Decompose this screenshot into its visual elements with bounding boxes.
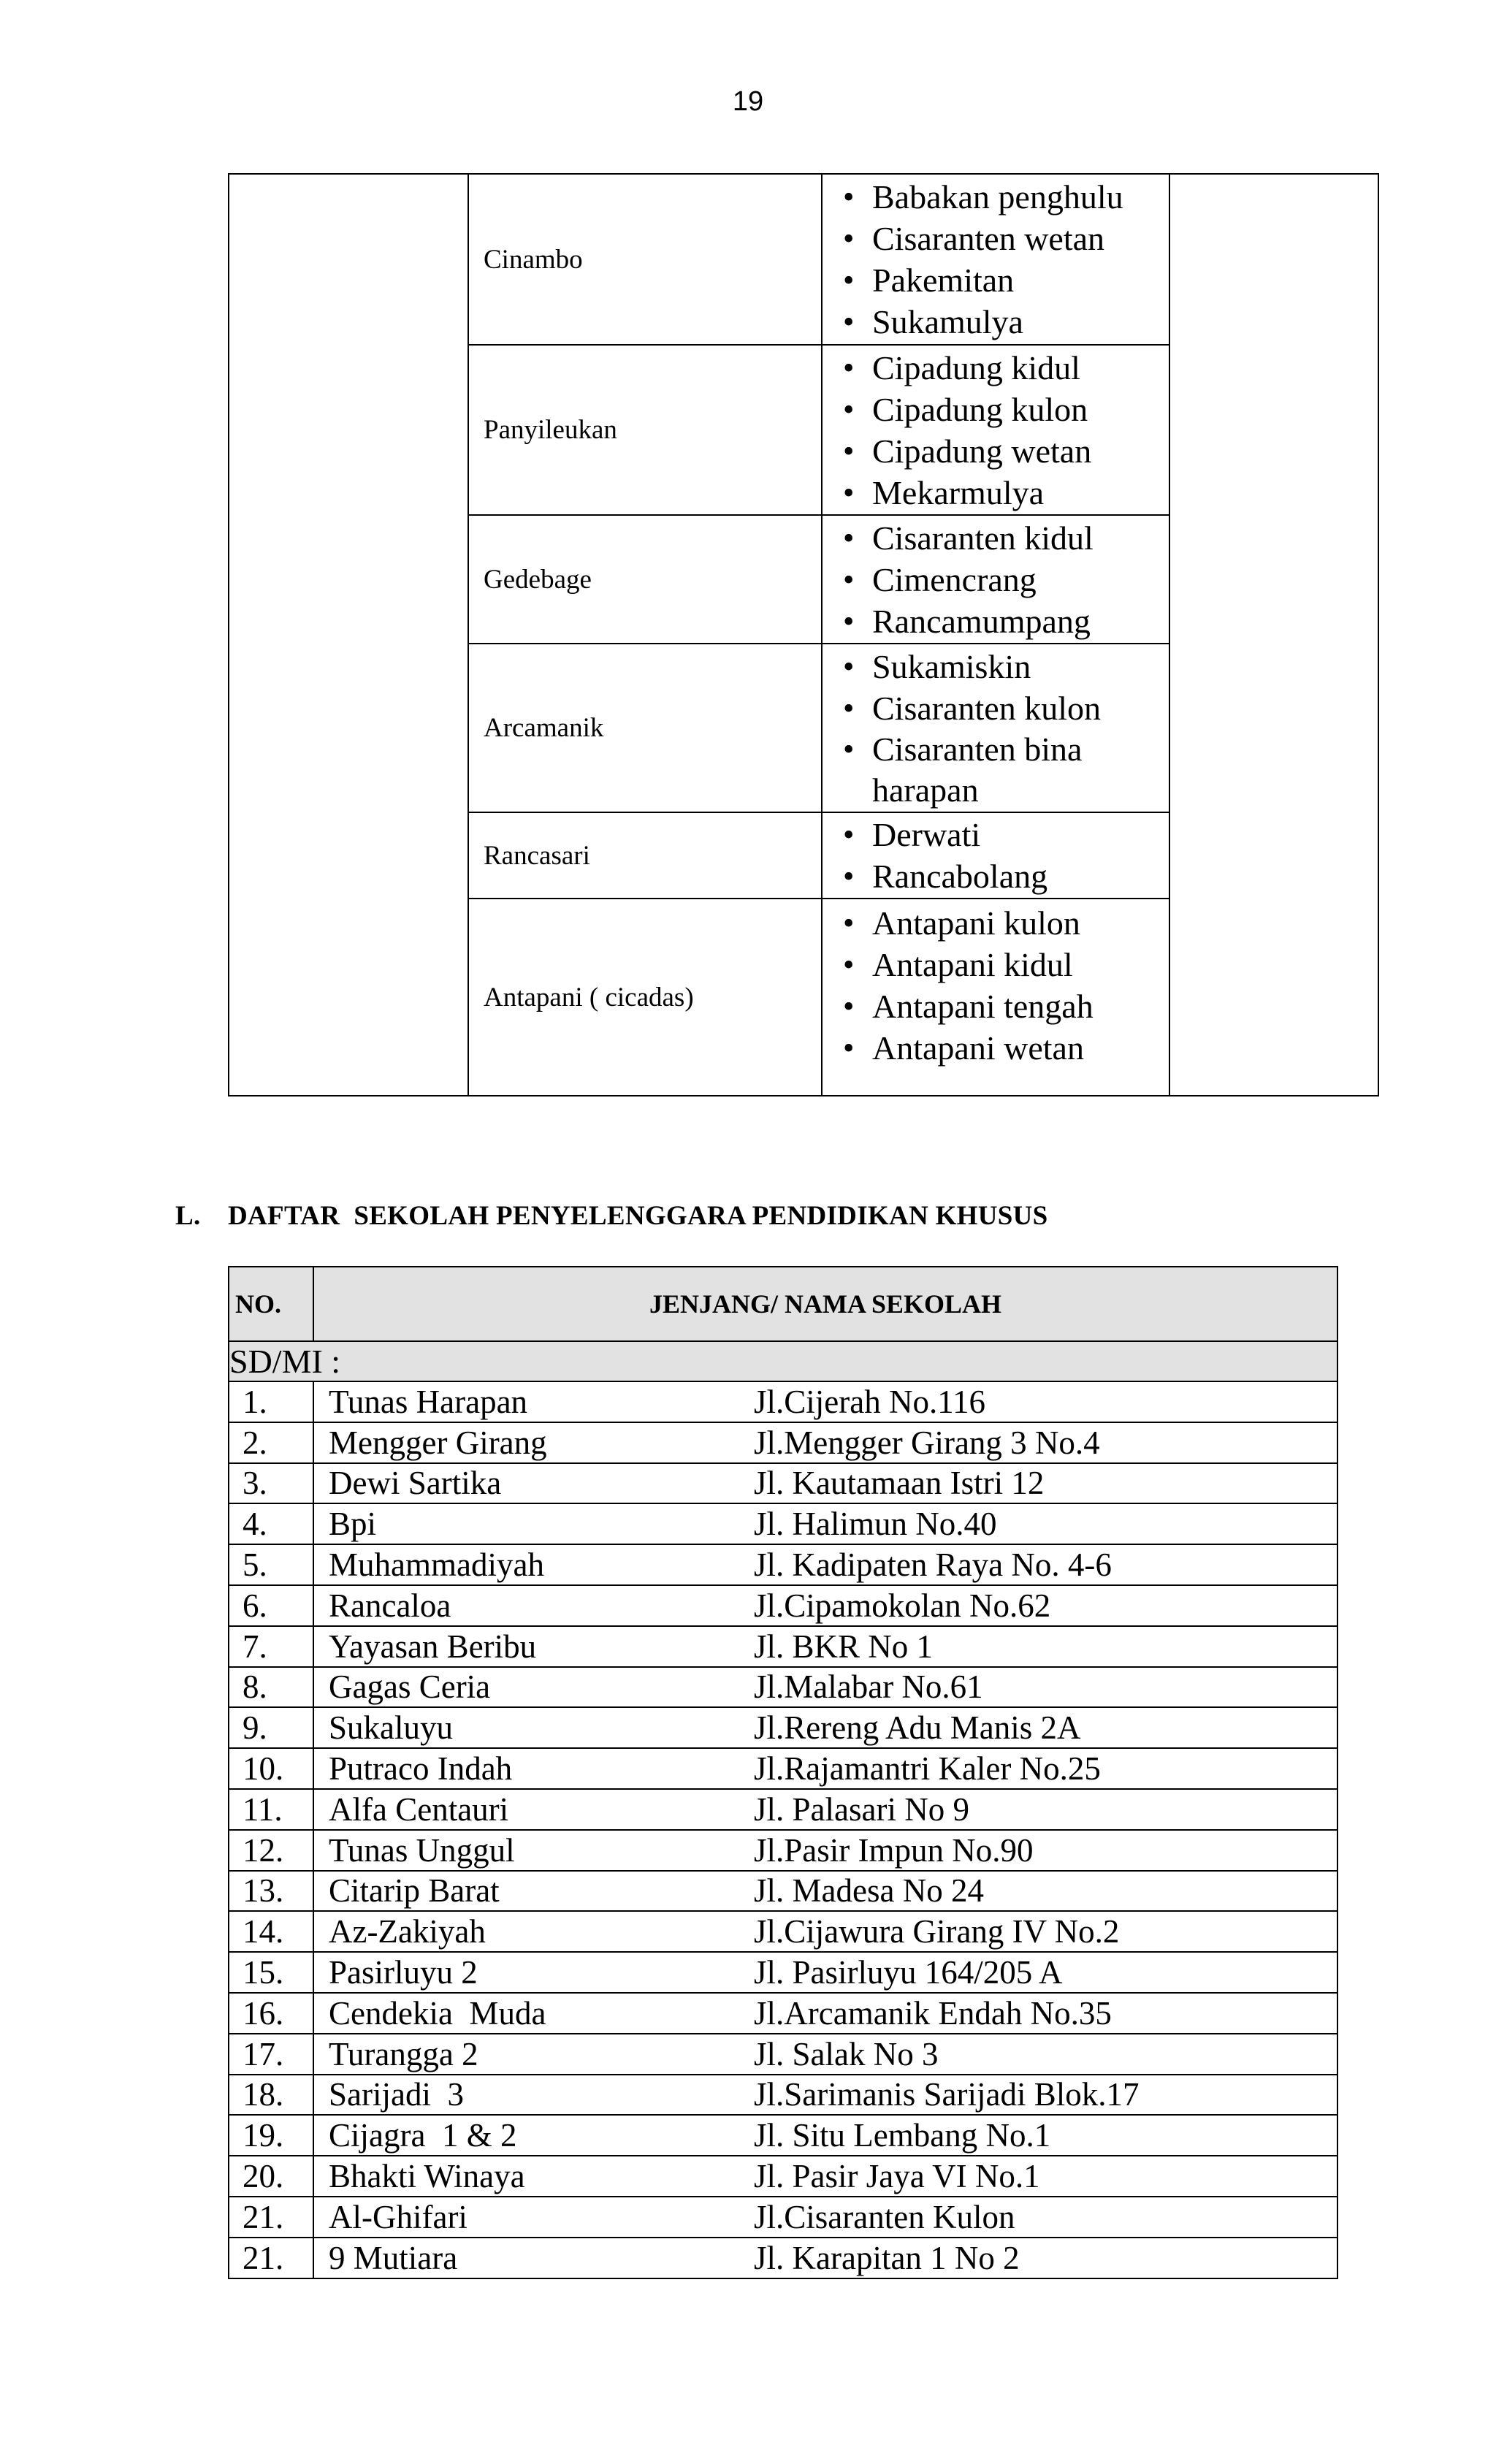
school-name: Muhammadiyah	[329, 1546, 544, 1584]
school-name: Mengger Girang	[329, 1424, 547, 1461]
kecamatan-name: Rancasari	[484, 840, 590, 871]
school-cell	[313, 1667, 1337, 1708]
school-cell	[313, 2197, 1337, 2238]
kecamatan-name: Cinambo	[484, 244, 583, 275]
school-cell	[313, 1544, 1337, 1585]
row-number: 4.	[229, 1503, 313, 1544]
page-number: 19	[732, 86, 764, 117]
school-address: Jl. Situ Lembang No.1	[754, 2117, 1051, 2154]
kelurahan-item: • Cimencrang	[831, 559, 1169, 600]
school-name: Sukaluyu	[329, 1709, 454, 1747]
school-address: Jl. Salak No 3	[754, 2035, 939, 2072]
table-row	[229, 1748, 1337, 1789]
school-cell	[313, 1952, 1337, 1993]
table-row	[229, 1871, 1337, 1912]
kelurahan-item: • Sukamulya	[831, 301, 1169, 343]
row-number: 12.	[229, 1830, 313, 1871]
school-address: Jl. Pasir Jaya VI No.1	[754, 2158, 1040, 2195]
school-cell	[313, 2156, 1337, 2197]
school-name: Tunas Harapan	[329, 1383, 528, 1420]
row-number: 21.	[229, 2238, 313, 2278]
table-row	[229, 2238, 1337, 2278]
row-number: 1.	[229, 1381, 313, 1422]
school-cell	[313, 1585, 1337, 1626]
row-number: 2.	[229, 1422, 313, 1463]
table-row	[229, 1667, 1337, 1708]
school-table	[228, 1266, 1338, 2279]
kelurahan-cell	[822, 174, 1169, 345]
school-name: 9 Mutiara	[329, 2239, 458, 2276]
table-row	[229, 1707, 1337, 1748]
kelurahan-item: • Cipadung wetan	[831, 430, 1169, 472]
kelurahan-item: • Sukamiskin	[831, 646, 1169, 687]
header-name: JENJANG/ NAMA SEKOLAH	[313, 1267, 1337, 1341]
school-address: Jl.Cijawura Girang IV No.2	[754, 1913, 1120, 1950]
table-row	[229, 2075, 1337, 2116]
section-letter: L.	[175, 1201, 201, 1231]
kelurahan-item: • Antapani kidul	[831, 944, 1169, 985]
kelurahan-cell	[822, 644, 1169, 812]
row-number: 3.	[229, 1463, 313, 1504]
school-address: Jl.Sarimanis Sarijadi Blok.17	[754, 2076, 1140, 2113]
school-address: Jl. Palasari No 9	[754, 1790, 969, 1828]
school-address: Jl.Rereng Adu Manis 2A	[754, 1709, 1081, 1747]
school-cell	[313, 2238, 1337, 2278]
kelurahan-item: • Rancamumpang	[831, 600, 1169, 642]
school-address: Jl. Kautamaan Istri 12	[754, 1465, 1045, 1502]
kelurahan-cell	[822, 812, 1169, 899]
school-cell	[313, 1707, 1337, 1748]
table-row	[229, 1544, 1337, 1585]
kelurahan-list	[823, 814, 1169, 897]
school-name: Rancaloa	[329, 1587, 451, 1624]
empty-left-cell	[229, 174, 468, 1096]
school-address: Jl.Mengger Girang 3 No.4	[754, 1424, 1100, 1461]
school-cell	[313, 1911, 1337, 1952]
row-number: 18.	[229, 2075, 313, 2116]
table-row	[229, 2156, 1337, 2197]
row-number: 19.	[229, 2115, 313, 2156]
row-number: 6.	[229, 1585, 313, 1626]
kelurahan-item: • Cisaranten kulon	[831, 687, 1169, 729]
kecamatan-cell	[468, 644, 822, 812]
row-number: 15.	[229, 1952, 313, 1993]
kecamatan-name: Gedebage	[484, 564, 592, 595]
row-number: 16.	[229, 1993, 313, 2034]
kelurahan-cell	[822, 899, 1169, 1096]
school-cell	[313, 1748, 1337, 1789]
school-cell	[313, 1422, 1337, 1463]
school-address: Jl.Arcamanik Endah No.35	[754, 1994, 1112, 2032]
school-address: Jl. Halimun No.40	[754, 1506, 997, 1543]
table-row	[229, 1381, 1337, 1422]
school-address: Jl. Pasirluyu 164/205 A	[754, 1954, 1063, 1991]
kecamatan-cell	[468, 515, 822, 644]
kecamatan-cell	[468, 345, 822, 515]
table-row	[229, 1789, 1337, 1830]
kelurahan-list	[823, 176, 1169, 343]
kelurahan-item: • Antapani tengah	[831, 985, 1169, 1027]
school-name: Bpi	[329, 1506, 377, 1543]
kecamatan-cell	[468, 899, 822, 1096]
kelurahan-list	[823, 902, 1169, 1069]
school-address: Jl.Pasir Impun No.90	[754, 1831, 1034, 1869]
table-row	[229, 1626, 1337, 1667]
row-number: 5.	[229, 1544, 313, 1585]
kelurahan-list	[823, 646, 1169, 811]
row-number: 21.	[229, 2197, 313, 2238]
kecamatan-cell	[468, 812, 822, 899]
kelurahan-item: • Cisaranten bina harapan	[831, 729, 1169, 811]
school-name: Putraco Indah	[329, 1750, 513, 1788]
row-number: 11.	[229, 1789, 313, 1830]
school-name: Al-Ghifari	[329, 2198, 468, 2235]
school-name: Citarip Barat	[329, 1872, 500, 1910]
kecamatan-cell	[468, 174, 822, 345]
school-name: Sarijadi 3	[329, 2076, 464, 2113]
table-row	[229, 1463, 1337, 1504]
school-address: Jl.Cipamokolan No.62	[754, 1587, 1051, 1624]
row-number: 20.	[229, 2156, 313, 2197]
school-address: Jl. Karapitan 1 No 2	[754, 2239, 1020, 2276]
school-name: Bhakti Winaya	[329, 2158, 525, 2195]
table-row	[229, 1503, 1337, 1544]
row-number: 8.	[229, 1667, 313, 1708]
school-address: Jl.Malabar No.61	[754, 1668, 983, 1706]
kelurahan-item: • Rancabolang	[831, 855, 1169, 897]
kelurahan-item: • Cisaranten kidul	[831, 517, 1169, 559]
school-name: Az-Zakiyah	[329, 1913, 486, 1950]
school-address: Jl. Madesa No 24	[754, 1872, 984, 1910]
school-address: Jl. Kadipaten Raya No. 4-6	[754, 1546, 1112, 1584]
kecamatan-table	[228, 173, 1379, 1096]
row-number: 9.	[229, 1707, 313, 1748]
table-row	[229, 1585, 1337, 1626]
table-row	[229, 2115, 1337, 2156]
row-number: 17.	[229, 2034, 313, 2075]
table-row	[229, 2197, 1337, 2238]
kelurahan-item: • Pakemitan	[831, 259, 1169, 301]
group-label: SD/MI :	[229, 1341, 1337, 1381]
row-number: 10.	[229, 1748, 313, 1789]
school-address: Jl.Cijerah No.116	[754, 1383, 986, 1420]
kelurahan-cell	[822, 345, 1169, 515]
school-name: Alfa Centauri	[329, 1790, 509, 1828]
kelurahan-item: • Antapani kulon	[831, 902, 1169, 944]
section-title: DAFTAR SEKOLAH PENYELENGGARA PENDIDIKAN KHUSUS	[228, 1201, 1048, 1231]
school-cell	[313, 1503, 1337, 1544]
school-cell	[313, 2075, 1337, 2116]
kecamatan-name: Arcamanik	[484, 713, 604, 743]
kecamatan-name: Antapani ( cicadas)	[484, 982, 694, 1012]
kelurahan-item: • Babakan penghulu	[831, 176, 1169, 218]
school-name: Turangga 2	[329, 2035, 478, 2072]
school-name: Gagas Ceria	[329, 1668, 491, 1706]
school-cell	[313, 2115, 1337, 2156]
school-cell	[313, 2034, 1337, 2075]
kecamatan-row	[229, 174, 1378, 345]
school-cell	[313, 1789, 1337, 1830]
row-number: 7.	[229, 1626, 313, 1667]
table-row	[229, 1993, 1337, 2034]
kelurahan-list	[823, 347, 1169, 514]
school-name: Pasirluyu 2	[329, 1954, 478, 1991]
school-cell	[313, 1993, 1337, 2034]
table-row	[229, 2034, 1337, 2075]
school-name: Tunas Unggul	[329, 1831, 515, 1869]
school-name: Cendekia Muda	[329, 1994, 546, 2032]
empty-right-cell	[1169, 174, 1378, 1096]
school-table-header	[229, 1267, 1337, 1341]
school-address: Jl.Cisaranten Kulon	[754, 2198, 1015, 2235]
kelurahan-item: • Cipadung kulon	[831, 389, 1169, 430]
school-name: Dewi Sartika	[329, 1465, 502, 1502]
row-number: 14.	[229, 1911, 313, 1952]
table-row	[229, 1952, 1337, 1993]
kecamatan-name: Panyileukan	[484, 415, 617, 445]
school-cell	[313, 1830, 1337, 1871]
kelurahan-item: • Cisaranten wetan	[831, 218, 1169, 259]
group-row	[229, 1341, 1337, 1381]
school-address: Jl.Rajamantri Kaler No.25	[754, 1750, 1101, 1788]
kelurahan-item: • Derwati	[831, 814, 1169, 855]
school-cell	[313, 1463, 1337, 1504]
table-row	[229, 1911, 1337, 1952]
kelurahan-cell	[822, 515, 1169, 644]
school-name: Yayasan Beribu	[329, 1628, 537, 1665]
kelurahan-item: • Cipadung kidul	[831, 347, 1169, 389]
row-number: 13.	[229, 1871, 313, 1912]
section-heading	[175, 1200, 1048, 1232]
kelurahan-list	[823, 517, 1169, 642]
school-address: Jl. BKR No 1	[754, 1628, 934, 1665]
school-name: Cijagra 1 & 2	[329, 2117, 517, 2154]
school-cell	[313, 1626, 1337, 1667]
header-no: NO.	[229, 1267, 313, 1341]
kelurahan-item: • Antapani wetan	[831, 1027, 1169, 1069]
kelurahan-item: • Mekarmulya	[831, 472, 1169, 514]
school-cell	[313, 1871, 1337, 1912]
table-row	[229, 1422, 1337, 1463]
school-cell	[313, 1381, 1337, 1422]
table-row	[229, 1830, 1337, 1871]
